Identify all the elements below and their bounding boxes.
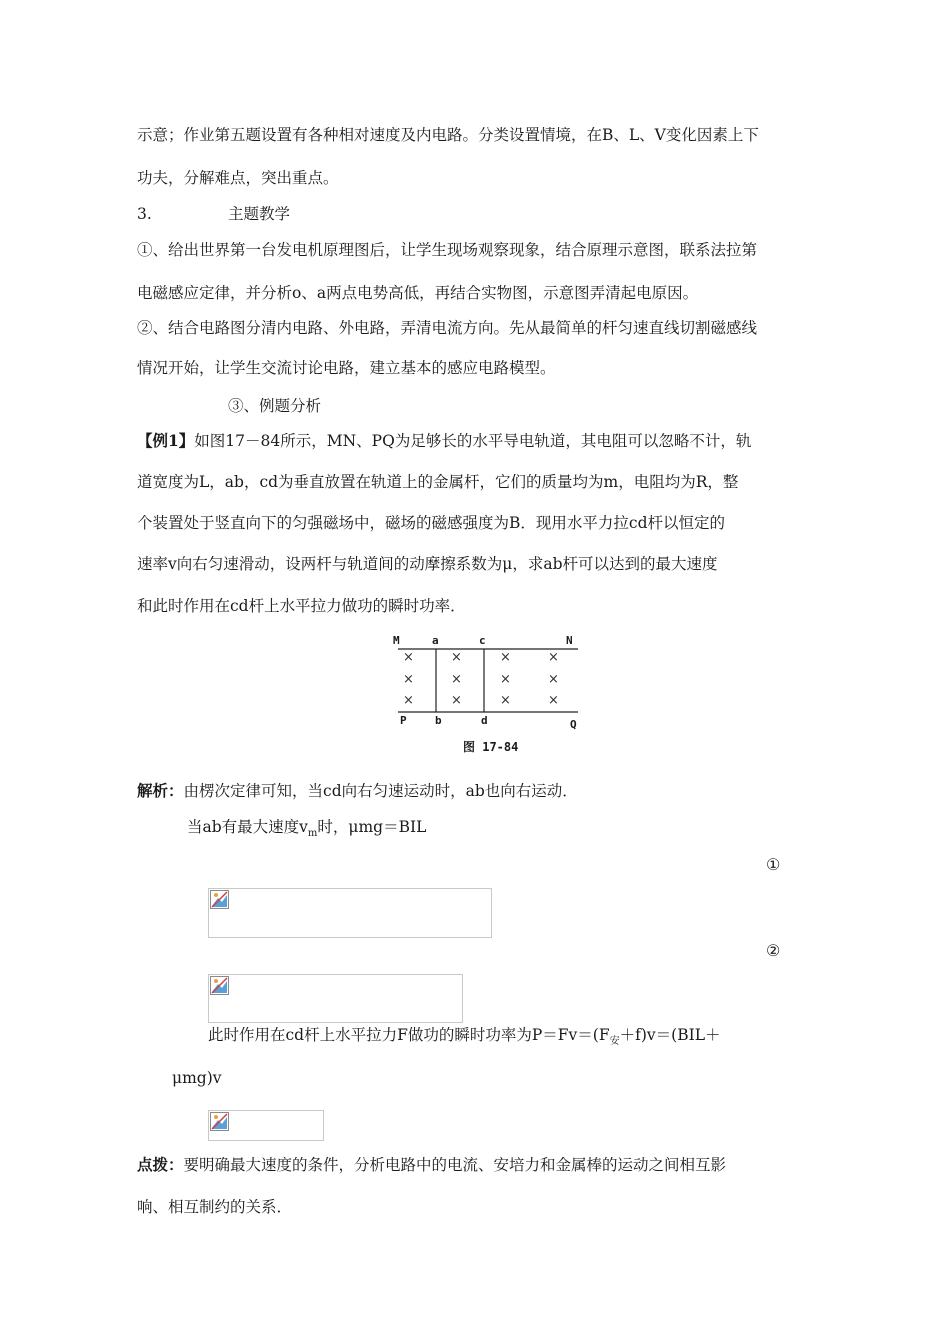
- example-line2: 道宽度为L，ab，cd为垂直放置在轨道上的金属杆，它们的质量均为m，电阻均为R，整: [137, 473, 739, 491]
- example-label: 【例1】: [137, 431, 195, 450]
- p1-line2: 功夫，分解难点，突出重点。: [137, 169, 339, 187]
- p1-line1: 示意；作业第五题设置有各种相对速度及内电路。分类设置情境，在B、L、V变化因素上下: [137, 126, 759, 144]
- equation-image-1: [208, 888, 492, 938]
- field-cross: ×: [500, 693, 511, 708]
- field-cross: ×: [403, 693, 414, 708]
- analysis-label: 解析：: [137, 781, 184, 800]
- item3: ③、例题分析: [228, 397, 322, 415]
- rail-diagram: [390, 647, 590, 737]
- item1-line2: 电磁感应定律，并分析o、a两点电势高低，再结合实物图，示意图弄清起电原因。: [137, 284, 699, 302]
- field-cross: ×: [403, 672, 414, 687]
- broken-image-icon: [210, 976, 229, 995]
- field-cross: ×: [548, 693, 559, 708]
- hint-label: 点拨：: [137, 1155, 184, 1174]
- subscript-an: 安: [609, 1036, 620, 1047]
- field-cross: ×: [548, 672, 559, 687]
- hint-text-1: 要明确最大速度的条件，分析电路中的电流、安培力和金属棒的运动之间相互影: [183, 1156, 727, 1174]
- example-line5: 和此时作用在cd杆上水平拉力做功的瞬时功率．: [137, 597, 466, 615]
- example-line3: 个装置处于竖直向下的匀强磁场中，磁场的磁感强度为B．现用水平力拉cd杆以恒定的: [137, 514, 725, 532]
- example-line4: 速率v向右匀速滑动，设两杆与轨道间的动摩擦系数为μ，求ab杆可以达到的最大速度: [137, 555, 718, 573]
- label-Q: Q: [570, 718, 577, 731]
- field-cross: ×: [403, 650, 414, 665]
- label-a: a: [432, 634, 439, 647]
- field-cross: ×: [548, 650, 559, 665]
- power-text: 此时作用在cd杆上水平拉力F做功的瞬时功率为P＝Fv＝(F: [208, 1026, 610, 1044]
- field-cross: ×: [451, 650, 462, 665]
- field-cross: ×: [500, 672, 511, 687]
- figure-caption: 图 17-84: [463, 740, 519, 754]
- subscript-m: m: [307, 828, 318, 839]
- equation-number-2: ②: [766, 941, 781, 960]
- section-title: 主题教学: [228, 205, 291, 223]
- broken-image-icon: [210, 890, 229, 909]
- label-d: d: [481, 714, 488, 727]
- example-line1: [137, 431, 751, 451]
- item2-line1: ②、结合电路图分清内电路、外电路，弄清电流方向。先从最简单的杆匀速直线切割磁感线: [137, 319, 758, 337]
- section-number: 3.: [137, 205, 152, 223]
- broken-image-icon: [210, 1112, 229, 1131]
- hint-line1: [137, 1155, 726, 1175]
- figure-17-84: [390, 632, 590, 757]
- field-cross: ×: [451, 672, 462, 687]
- label-M: M: [393, 634, 400, 647]
- equation-number-1: ①: [766, 855, 781, 874]
- item2-line2: 情况开始，让学生交流讨论电路，建立基本的感应电路模型。: [137, 359, 556, 377]
- equation-image-2: [208, 974, 463, 1023]
- field-cross: ×: [500, 650, 511, 665]
- hint-line2: 响、相互制约的关系．: [137, 1198, 293, 1216]
- label-b: b: [435, 714, 442, 727]
- label-N: N: [566, 634, 573, 647]
- label-c: c: [479, 634, 486, 647]
- example-text-1: 如图17－84所示，MN、PQ为足够长的水平导电轨道，其电阻可以忽略不计，轨: [194, 432, 752, 450]
- item1-line1: ①、给出世界第一台发电机原理图后，让学生现场观察现象，结合原理示意图，联系法拉第: [137, 241, 758, 259]
- analysis-line1: [137, 781, 578, 801]
- field-cross: ×: [451, 693, 462, 708]
- analysis-line2: [187, 817, 426, 844]
- power-eq: ＋f)v＝(BIL＋: [619, 1026, 721, 1044]
- max-speed-text: 当ab有最大速度v: [187, 818, 308, 836]
- analysis-text-1: 由楞次定律可知，当cd向右匀速运动时，ab也向右运动．: [183, 782, 578, 800]
- power-line1: [208, 1025, 721, 1052]
- equation-image-3: [208, 1110, 324, 1141]
- label-P: P: [400, 714, 407, 727]
- equilibrium-eq: 时，μmg＝BIL: [317, 818, 427, 836]
- power-line2: μmg)v: [172, 1069, 222, 1087]
